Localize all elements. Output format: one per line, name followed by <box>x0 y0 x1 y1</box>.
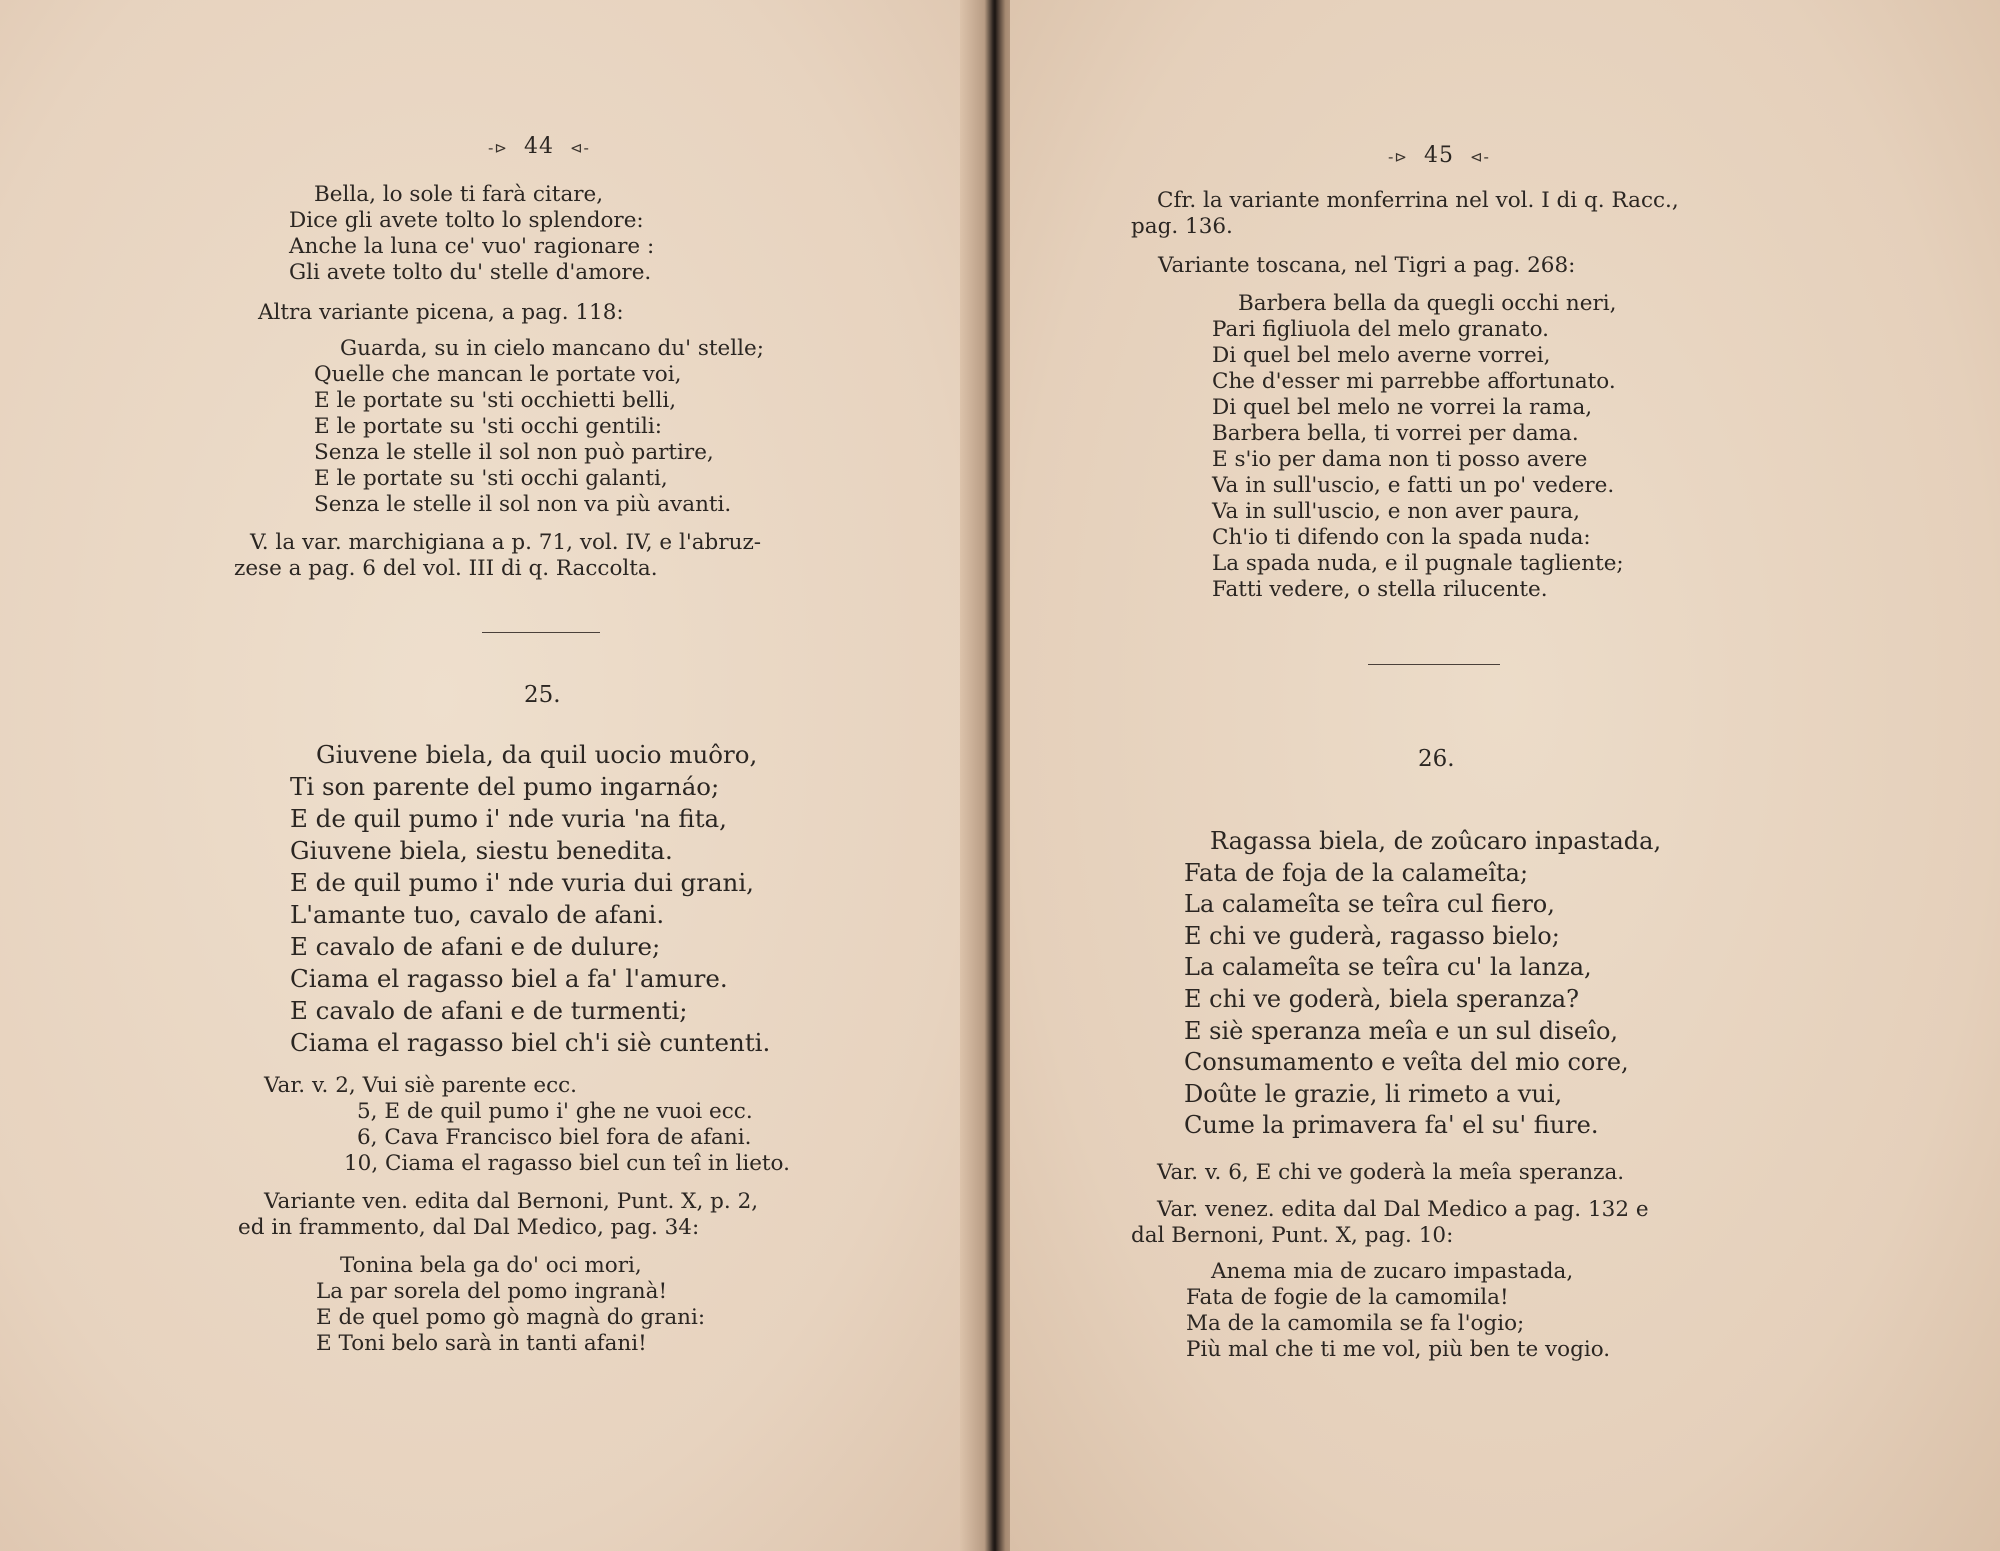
variants-25 <box>264 1073 790 1177</box>
stanza-tonina <box>316 1253 706 1357</box>
variant-line: 10, Ciama el ragasso biel cun teî in lieto. <box>344 1151 790 1176</box>
verse-line: Dice gli avete tolto lo splendore: <box>289 208 644 233</box>
note-line: Var. venez. edita dal Dal Medico a pag. 132 e <box>1157 1197 1649 1222</box>
verse-line: Tonina bela ga do' oci mori, <box>340 1253 642 1278</box>
variant-26: Var. v. 6, E chi ve goderà la meîa speranza. <box>1157 1160 1625 1185</box>
verse-line: E cavalo de afani e de turmenti; <box>290 996 688 1025</box>
verse-line: Guarda, su in cielo mancano du' stelle; <box>340 336 764 361</box>
stanza-top <box>289 182 655 286</box>
poem-26 <box>1184 826 1661 1142</box>
note-line: Cfr. la variante monferrina nel vol. I di q. Racc., <box>1157 188 1679 213</box>
right-page-header <box>1388 143 1490 168</box>
verse-line: L'amante tuo, cavalo de afani. <box>290 900 665 929</box>
verse-line: Senza le stelle il sol non può partire, <box>314 440 714 465</box>
left-page-header <box>488 134 590 159</box>
stanza-anema <box>1186 1259 1611 1363</box>
verse-line: Ciama el ragasso biel ch'i siè cuntenti. <box>290 1028 771 1057</box>
note-line: V. la var. marchigiana a p. 71, vol. IV, e l'abruz- <box>250 530 762 555</box>
verse-line: Barbera bella da quegli occhi neri, <box>1238 291 1617 316</box>
stanza-toscana <box>1212 291 1624 603</box>
verse-line: E le portate su 'sti occhi galanti, <box>314 466 668 491</box>
note-line: Variante ven. edita dal Bernoni, Punt. X, p. 2, <box>264 1189 759 1214</box>
verse-line: Giuvene biela, siestu benedita. <box>290 836 673 865</box>
verse-line: Fata de foja de la calameîta; <box>1184 858 1529 887</box>
verse-line: E le portate su 'sti occhi gentili: <box>314 414 663 439</box>
note-veneta <box>238 1189 759 1241</box>
verse-line: Pari figliuola del melo granato. <box>1212 317 1550 342</box>
poem-number: 25. <box>524 682 561 708</box>
verse-line: E le portate su 'sti occhietti belli, <box>314 388 677 413</box>
poem-number: 26. <box>1418 746 1455 772</box>
page-number: 44 <box>523 134 554 159</box>
note-line: dal Bernoni, Punt. X, pag. 10: <box>1131 1223 1454 1248</box>
verse-line: E s'io per dama non ti posso avere <box>1212 447 1588 472</box>
verse-line: Doûte le grazie, li rimeto a vui, <box>1184 1079 1563 1108</box>
note-line: pag. 136. <box>1131 214 1233 239</box>
page-number: 45 <box>1423 143 1454 168</box>
verse-line: Anema mia de zucaro impastada, <box>1211 1259 1574 1284</box>
ornament-left: -⊳ <box>488 139 508 157</box>
verse-line: E Toni belo sarà in tanti afani! <box>316 1331 647 1356</box>
note-monferrina <box>1131 188 1679 240</box>
note-line: ed in frammento, dal Dal Medico, pag. 34: <box>238 1215 700 1240</box>
verse-line: E de quel pomo gò magnà do grani: <box>316 1305 706 1330</box>
verse-line: E de quil pumo i' nde vuria dui grani, <box>290 868 754 897</box>
verse-line: Bella, lo sole ti farà citare, <box>314 182 604 207</box>
verse-line: Più mal che ti me vol, più ben te vogio. <box>1186 1337 1611 1362</box>
verse-line: Ti son parente del pumo ingarnáo; <box>290 772 720 801</box>
intro-picena: Altra variante picena, a pag. 118: <box>258 300 624 325</box>
verse-line: Che d'esser mi parrebbe affortunato. <box>1212 369 1616 394</box>
verse-line: Anche la luna ce' vuo' ragionare : <box>289 234 655 259</box>
verse-line: Consumamento e veîta del mio core, <box>1184 1048 1629 1077</box>
verse-line: Va in sull'uscio, e non aver paura, <box>1212 499 1580 524</box>
left-page <box>0 0 980 1551</box>
section-divider <box>1368 664 1500 665</box>
verse-line: Giuvene biela, da quil uocio muôro, <box>316 740 758 769</box>
stanza-picena <box>314 336 764 518</box>
verse-line: Barbera bella, ti vorrei per dama. <box>1212 421 1579 446</box>
verse-line: Ragassa biela, de zoûcaro inpastada, <box>1210 827 1662 855</box>
verse-line: Va in sull'uscio, e fatti un po' vedere. <box>1212 473 1615 498</box>
verse-line: Senza le stelle il sol non va più avanti. <box>314 492 732 517</box>
verse-line: E chi ve guderà, ragasso bielo; <box>1184 921 1560 950</box>
verse-line: Di quel bel melo ne vorrei la rama, <box>1212 395 1593 420</box>
verse-line: Ma de la camomila se fa l'ogio; <box>1186 1311 1525 1336</box>
intro-toscana: Variante toscana, nel Tigri a pag. 268: <box>1158 253 1576 278</box>
note-veneziana <box>1131 1197 1649 1249</box>
poem-25 <box>290 739 770 1059</box>
verse-line: E cavalo de afani e de dulure; <box>290 932 661 961</box>
ornament-right: ⊲- <box>1469 148 1490 166</box>
note-marchigiana <box>234 530 762 582</box>
verse-line: Fata de fogie de la camomila! <box>1186 1285 1509 1310</box>
verse-line: La spada nuda, e il pugnale tagliente; <box>1212 551 1624 576</box>
verse-line: Fatti vedere, o stella rilucente. <box>1212 577 1548 602</box>
verse-line: Di quel bel melo averne vorrei, <box>1212 343 1551 368</box>
section-divider <box>482 632 600 633</box>
variant-line: 5, E de quil pumo i' ghe ne vuoi ecc. <box>357 1099 753 1124</box>
ornament-right: ⊲- <box>569 139 590 157</box>
variant-line: Var. v. 2, Vui siè parente ecc. <box>264 1073 578 1098</box>
verse-line: E de quil pumo i' nde vuria 'na fita, <box>290 804 727 833</box>
verse-line: E chi ve goderà, biela speranza? <box>1184 984 1579 1013</box>
verse-line: Gli avete tolto du' stelle d'amore. <box>289 260 652 285</box>
verse-line: Cume la primavera fa' el su' fiure. <box>1184 1111 1599 1140</box>
verse-line: E siè speranza meîa e un sul diseîo, <box>1184 1016 1619 1045</box>
verse-line: Quelle che mancan le portate voi, <box>314 362 682 387</box>
verse-line: La par sorela del pomo ingranà! <box>316 1279 668 1304</box>
verse-line: Ciama el ragasso biel a fa' l'amure. <box>290 964 728 993</box>
right-page <box>1010 0 2000 1551</box>
verse-line: La calameîta se teîra cul fiero, <box>1184 890 1555 919</box>
ornament-left: -⊳ <box>1388 148 1408 166</box>
note-line: zese a pag. 6 del vol. III di q. Raccolta. <box>234 556 658 581</box>
verse-line: Ch'io ti difendo con la spada nuda: <box>1212 525 1591 550</box>
verse-line: La calameîta se teîra cu' la lanza, <box>1184 953 1592 982</box>
variant-line: 6, Cava Francisco biel fora de afani. <box>357 1125 752 1150</box>
